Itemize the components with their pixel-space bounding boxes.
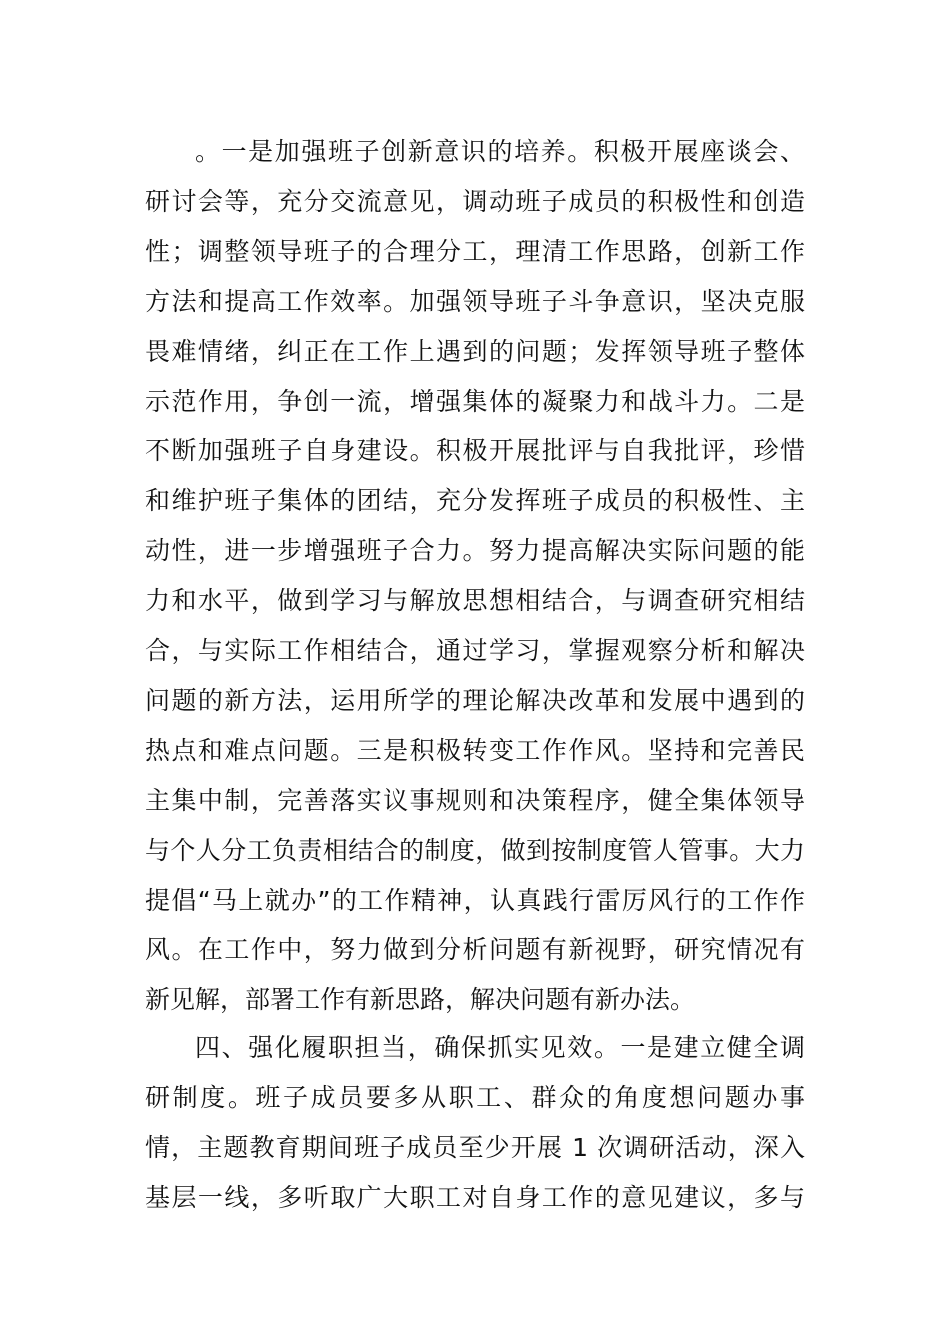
text-line: 研制度。班子成员要多从职工、群众的角度想问题办事 xyxy=(145,1082,805,1112)
text-line: 研讨会等，充分交流意见，调动班子成员的积极性和创造 xyxy=(145,186,805,216)
text-line: 主集中制，完善落实议事规则和决策程序，健全集体领导 xyxy=(145,785,805,815)
text-line: 问题的新方法，运用所学的理论解决改革和发展中遇到的 xyxy=(145,685,805,715)
text-line: 情，主题教育期间班子成员至少开展 1 次调研活动，深入 xyxy=(145,1132,805,1162)
text-line: 四、强化履职担当，确保抓实见效。一是建立健全调 xyxy=(195,1033,805,1062)
text-line: 力和水平，做到学习与解放思想相结合，与调查研究相结 xyxy=(145,586,805,616)
text-line: 与个人分工负责相结合的制度，做到按制度管人管事。大力 xyxy=(145,835,805,865)
text-line: 合，与实际工作相结合，通过学习，掌握观察分析和解决 xyxy=(145,636,805,665)
text-line: 示范作用，争创一流，增强集体的凝聚力和战斗力。二是 xyxy=(145,386,805,416)
text-line: 不断加强班子自身建设。积极开展批评与自我批评，珍惜 xyxy=(145,436,805,466)
text-line: 基层一线，多听取广大职工对自身工作的意见建议，多与 xyxy=(145,1182,805,1212)
text-line: 方法和提高工作效率。加强领导班子斗争意识，坚决克服 xyxy=(145,286,805,316)
text-line: 提倡“马上就办”的工作精神，认真践行雷厉风行的工作作 xyxy=(145,885,805,915)
text-line: 性；调整领导班子的合理分工，理清工作思路，创新工作 xyxy=(145,236,805,266)
text-line: 动性，进一步增强班子合力。努力提高解决实际问题的能 xyxy=(145,536,805,566)
text-line: 新见解，部署工作有新思路，解决问题有新办法。 xyxy=(145,985,696,1015)
text-line: 风。在工作中，努力做到分析问题有新视野，研究情况有 xyxy=(145,935,805,965)
text-line: 和维护班子集体的团结，充分发挥班子成员的积极性、主 xyxy=(145,486,805,516)
text-line: 热点和难点问题。三是积极转变工作作风。坚持和完善民 xyxy=(145,735,805,765)
text-line: 。一是加强班子创新意识的培养。积极开展座谈会、 xyxy=(195,137,805,166)
text-line: 畏难情绪，纠正在工作上遇到的问题；发挥领导班子整体 xyxy=(145,336,805,366)
